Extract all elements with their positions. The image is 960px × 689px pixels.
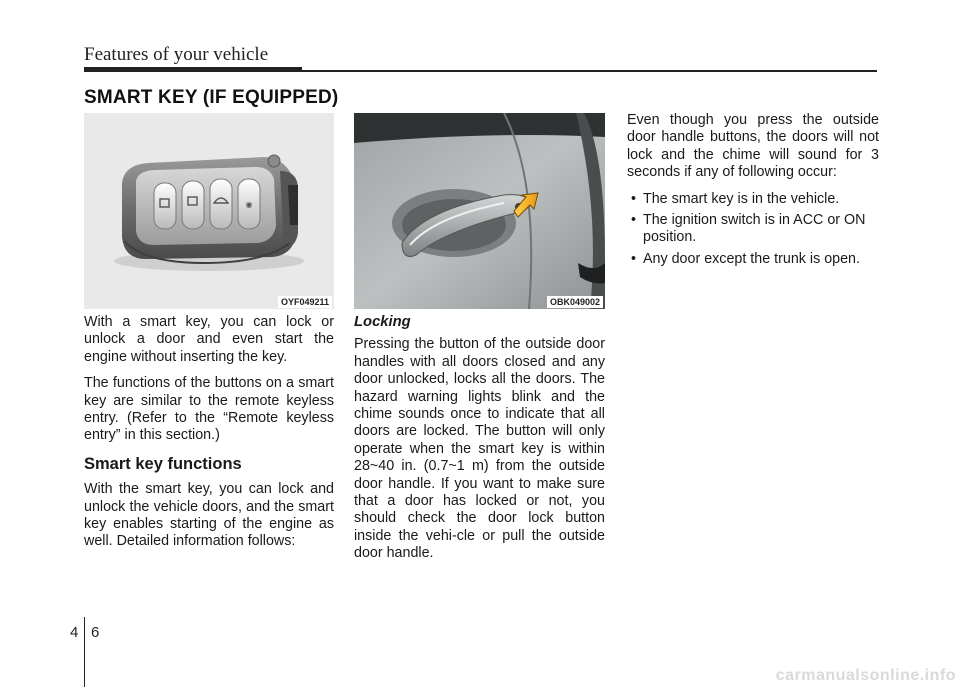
list-item [627, 251, 879, 268]
paragraph: With a smart key, you can lock or unlock a door and even start the engine without inserting the key. [84, 314, 334, 365]
list-item-text: The ignition switch is in ACC or ON position. [643, 212, 866, 246]
page-number-divider [84, 617, 85, 687]
section-title: SMART KEY (IF EQUIPPED) [84, 87, 339, 108]
list-item-text: The smart key is in the vehicle. [643, 190, 840, 207]
smart-key-figure [84, 113, 334, 309]
page-number: 6 [91, 624, 100, 641]
list-item [627, 212, 879, 247]
watermark: carmanualsonline.info [775, 667, 956, 684]
figure-code: OBK049002 [547, 296, 603, 308]
bullet: • [631, 190, 637, 207]
column-left [84, 314, 334, 560]
paragraph: The functions of the buttons on a smart key are similar to the remote keyless entry. (Refer to the “Remote keyless entry” in this section.) [84, 375, 334, 444]
paragraph: Pressing the button of the outside door handles with all doors closed and any door unlocked, locks all the doors. The hazard warning lights blink and the chime sounds once to indicate that all doors are locked. The button will only operate when the smart key is within 28~40 in. (0.7~1 m) from the outside door handle. If you want to make sure that a door has locked or not, you should check the door lock button inside the vehi-cle or pull the outside door handle. [354, 336, 605, 562]
door-handle-illustration [354, 113, 605, 309]
paragraph: With the smart key, you can lock and unlock the vehicle doors, and the smart key enables starting of the engine as well. Detailed information follows: [84, 481, 334, 550]
running-header-title: Features of your vehicle [84, 44, 269, 65]
list-item [627, 191, 879, 208]
door-handle-figure [354, 113, 605, 309]
list-item-text: Any door except the trunk is open. [643, 250, 860, 267]
chapter-number: 4 [70, 624, 79, 641]
subheading-smart-key-functions: Smart key functions [84, 454, 242, 473]
column-right [627, 112, 879, 272]
condition-list [627, 191, 879, 269]
smart-key-illustration [84, 113, 334, 309]
paragraph: Even though you press the outside door handle buttons, the doors will not lock and the chime will sound for 3 seconds if any of following occur: [627, 112, 879, 181]
bullet: • [631, 212, 637, 229]
bullet: • [631, 250, 637, 267]
svg-text:◉: ◉ [245, 200, 253, 209]
figure-code: OYF049211 [278, 296, 332, 308]
header-rule-thin [84, 70, 877, 72]
subheading-locking: Locking [354, 314, 411, 330]
column-middle [354, 314, 605, 572]
